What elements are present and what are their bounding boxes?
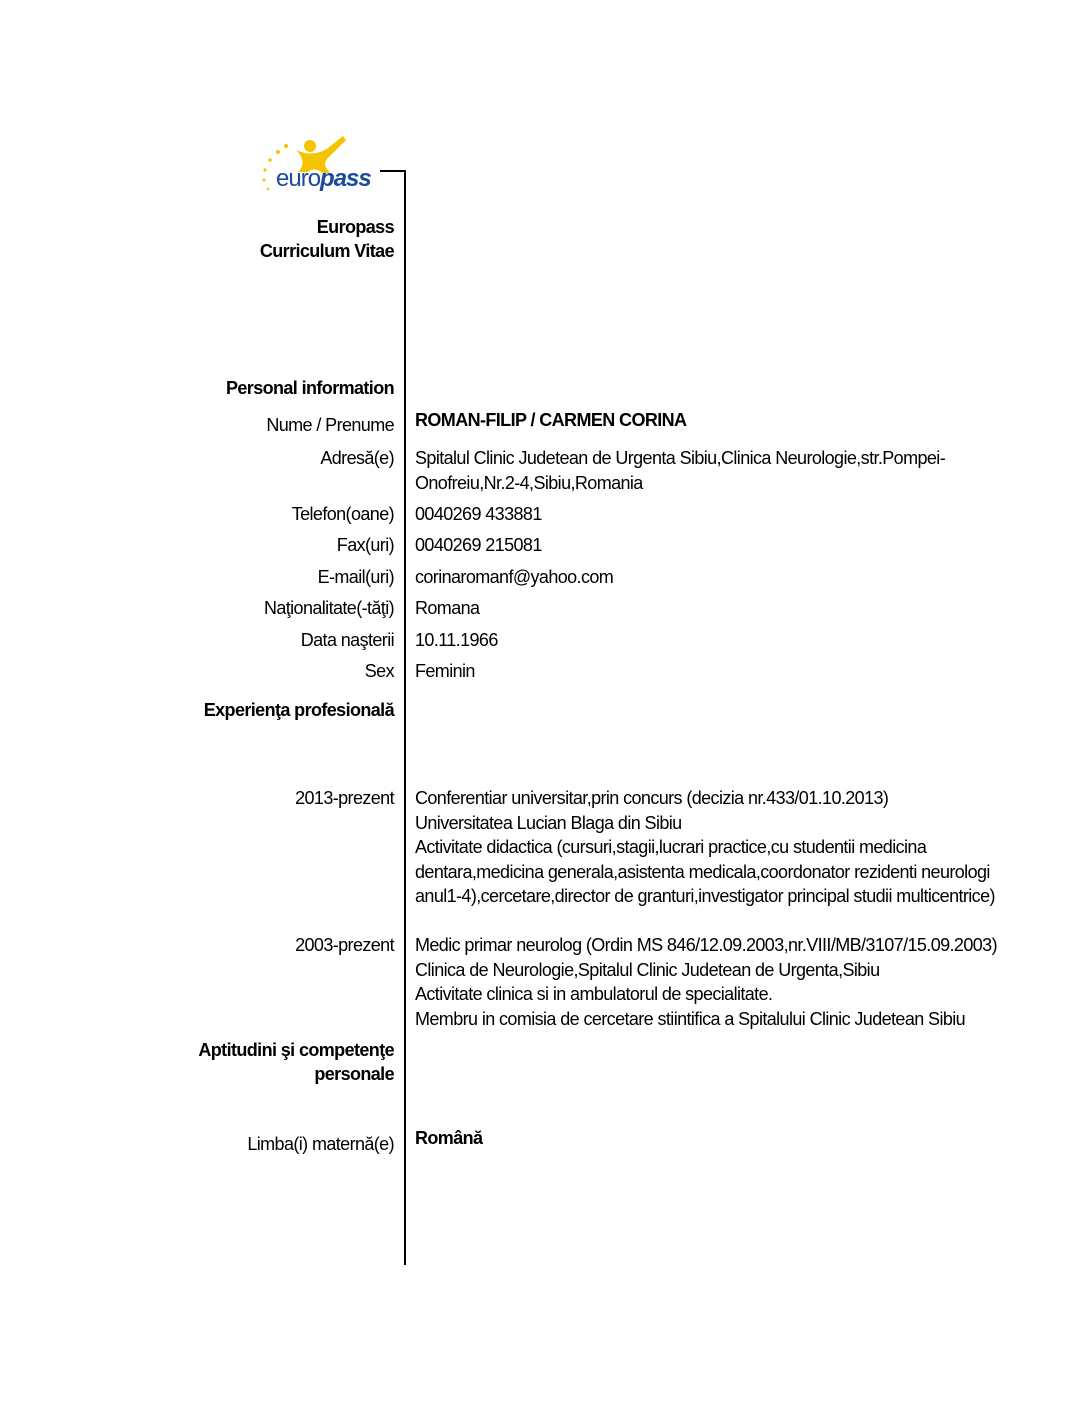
value-sex: Feminin	[415, 661, 475, 681]
header-rule	[380, 170, 405, 172]
experience-line: Activitate didactica (cursuri,stagii,lucrari practice,cu studentii medicina	[415, 837, 927, 857]
section-personal: Personal information	[225, 378, 394, 398]
label-phone: Telefon(oane)	[291, 504, 394, 524]
value-email[interactable]: corinaromanf@yahoo.com	[415, 567, 614, 587]
experience-line: Medic primar neurolog (Ordin MS 846/12.09.2003,nr.VIII/MB/3107/15.09.2003)	[415, 935, 997, 955]
value-mother-tongue: Română	[415, 1128, 483, 1148]
experience-period: 2003-prezent	[295, 935, 394, 955]
column-divider	[404, 170, 406, 1265]
experience-line: dentara,medicina generala,asistenta medicala,coordonator rezidenti neurologi	[415, 861, 990, 882]
value-nationality: Romana	[415, 598, 480, 618]
doc-title: Europass	[316, 217, 394, 237]
section-skills: Aptitudini şi competenţe	[198, 1040, 394, 1060]
label-birthdate: Data naşterii	[300, 630, 394, 650]
experience-line: Clinica de Neurologie,Spitalul Clinic Judetean de Urgenta,Sibiu	[415, 959, 880, 980]
label-mother-tongue: Limba(i) maternă(e)	[247, 1134, 394, 1154]
label-nationality: Naţionalitate(-tăţi)	[263, 598, 394, 618]
doc-subtitle: Curriculum Vitae	[259, 241, 394, 261]
label-fax: Fax(uri)	[336, 535, 394, 555]
europass-logo	[258, 128, 383, 196]
value-phone: 0040269 433881	[415, 504, 542, 524]
experience-period: 2013-prezent	[295, 788, 394, 808]
experience-line: anul1-4),cercetare,director de granturi,investigator principal studii multicentrice)	[415, 886, 995, 906]
section-experience: Experienţa profesională	[203, 700, 394, 720]
value-address-2: Onofreiu,Nr.2-4,Sibiu,Romania	[415, 473, 643, 493]
label-email: E-mail(uri)	[317, 567, 394, 587]
experience-line: Membru in comisia de cercetare stiintifica a Spitalului Clinic Judetean Sibiu	[415, 1008, 966, 1029]
experience-line: Universitatea Lucian Blaga din Sibiu	[415, 812, 682, 833]
label-sex: Sex	[364, 661, 394, 681]
experience-line: Activitate clinica si in ambulatorul de specialitate.	[415, 984, 773, 1004]
value-address: Spitalul Clinic Judetean de Urgenta Sibiu,Clinica Neurologie,str.Pompei-	[415, 448, 946, 468]
svg-text:europass: europass	[276, 165, 371, 192]
label-name: Nume / Prenume	[266, 415, 394, 435]
section-skills-2: personale	[314, 1064, 394, 1084]
value-name: ROMAN-FILIP / CARMEN CORINA	[415, 410, 687, 430]
value-birthdate: 10.11.1966	[415, 630, 498, 650]
value-fax: 0040269 215081	[415, 535, 542, 555]
label-address: Adresă(e)	[320, 448, 394, 468]
experience-line: Conferentiar universitar,prin concurs (decizia nr.433/01.10.2013)	[415, 788, 889, 808]
